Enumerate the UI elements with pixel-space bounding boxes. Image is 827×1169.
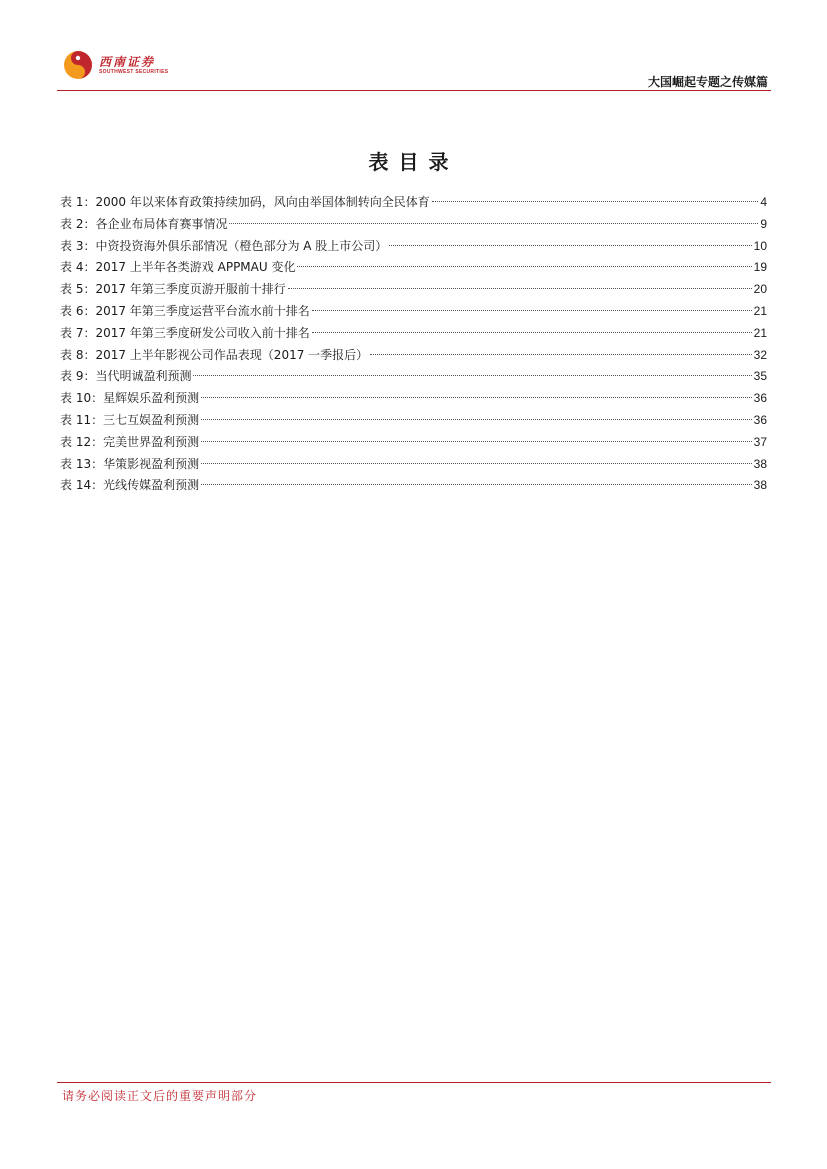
toc-entry-page: 9 [760,216,767,231]
table-of-contents [60,192,767,497]
toc-leader-dots [201,463,752,464]
toc-entry[interactable] [60,454,767,476]
toc-entry[interactable] [60,323,767,345]
toc-leader-dots [288,288,752,289]
toc-entry-label: 表 14：光线传媒盈利预测 [60,478,200,493]
page-title: 表目录 [368,150,459,174]
toc-entry-label: 表 12：完美世界盈利预测 [60,434,200,449]
toc-leader-dots [389,245,751,246]
toc-entry[interactable] [60,475,767,497]
toc-entry[interactable] [60,214,767,236]
toc-entry-page: 19 [753,260,767,275]
toc-entry[interactable] [60,301,767,323]
toc-entry[interactable] [60,257,767,279]
toc-entry-page: 36 [753,391,767,406]
toc-entry[interactable] [60,279,767,301]
toc-leader-dots [201,441,752,442]
toc-entry-label: 表 13：华策影视盈利预测 [60,456,200,471]
toc-entry-label: 表 2：各企业布局体育赛事情况 [60,216,228,231]
toc-entry-page: 21 [753,325,767,340]
toc-entry-label: 表 8：2017 上半年影视公司作品表现（2017 一季报后） [60,347,369,362]
toc-entry-label: 表 10：星辉娱乐盈利预测 [60,391,200,406]
toc-leader-dots [432,201,759,202]
toc-entry[interactable] [60,345,767,367]
footer-disclaimer: 请务必阅读正文后的重要声明部分 [62,1089,258,1103]
report-title: 大国崛起专题之传媒篇 [647,75,768,89]
toc-entry-page: 20 [753,282,767,297]
toc-entry-label: 表 11：三七互娱盈利预测 [60,412,200,427]
toc-entry-page: 35 [753,369,767,384]
toc-entry-page: 37 [753,434,767,449]
toc-entry[interactable] [60,388,767,410]
toc-entry-page: 32 [753,347,767,362]
toc-leader-dots [312,310,752,311]
toc-entry[interactable] [60,432,767,454]
company-logo [63,50,168,80]
toc-leader-dots [201,484,752,485]
toc-entry-page: 10 [753,238,767,253]
logo-icon [63,50,93,80]
toc-entry[interactable] [60,366,767,388]
toc-leader-dots [193,375,751,376]
toc-entry-label: 表 3：中资投资海外俱乐部情况（橙色部分为 A 股上市公司） [60,238,388,253]
logo-name-en: SOUTHWEST SECURITIES [99,68,169,75]
toc-leader-dots [312,332,752,333]
toc-leader-dots [229,223,758,224]
toc-entry-page: 4 [760,195,767,209]
toc-entry-label: 表 7：2017 年第三季度研发公司收入前十排名 [60,325,310,340]
toc-entry-page: 38 [753,478,767,493]
header-divider [57,90,771,91]
toc-entry-label: 表 1：2000 年以来体育政策持续加码，风向由举国体制转向全民体育 [60,195,430,209]
toc-entry-label: 表 4：2017 上半年各类游戏 APPMAU 变化 [60,260,296,275]
logo-name-cn: 西南证券 [99,54,156,69]
toc-leader-dots [201,397,752,398]
toc-entry-page: 21 [753,303,767,318]
toc-entry-page: 38 [753,456,767,471]
toc-entry[interactable] [60,192,767,214]
toc-leader-dots [201,419,752,420]
toc-entry-label: 表 5：2017 年第三季度页游开服前十排行 [60,282,286,297]
toc-entry[interactable] [60,236,767,258]
toc-entry-page: 36 [753,412,767,427]
toc-leader-dots [297,266,751,267]
toc-entry[interactable] [60,410,767,432]
footer-divider [57,1082,771,1083]
toc-entry-label: 表 9：当代明诚盈利预测 [60,369,192,384]
toc-leader-dots [370,354,751,355]
toc-entry-label: 表 6：2017 年第三季度运营平台流水前十排名 [60,303,310,318]
